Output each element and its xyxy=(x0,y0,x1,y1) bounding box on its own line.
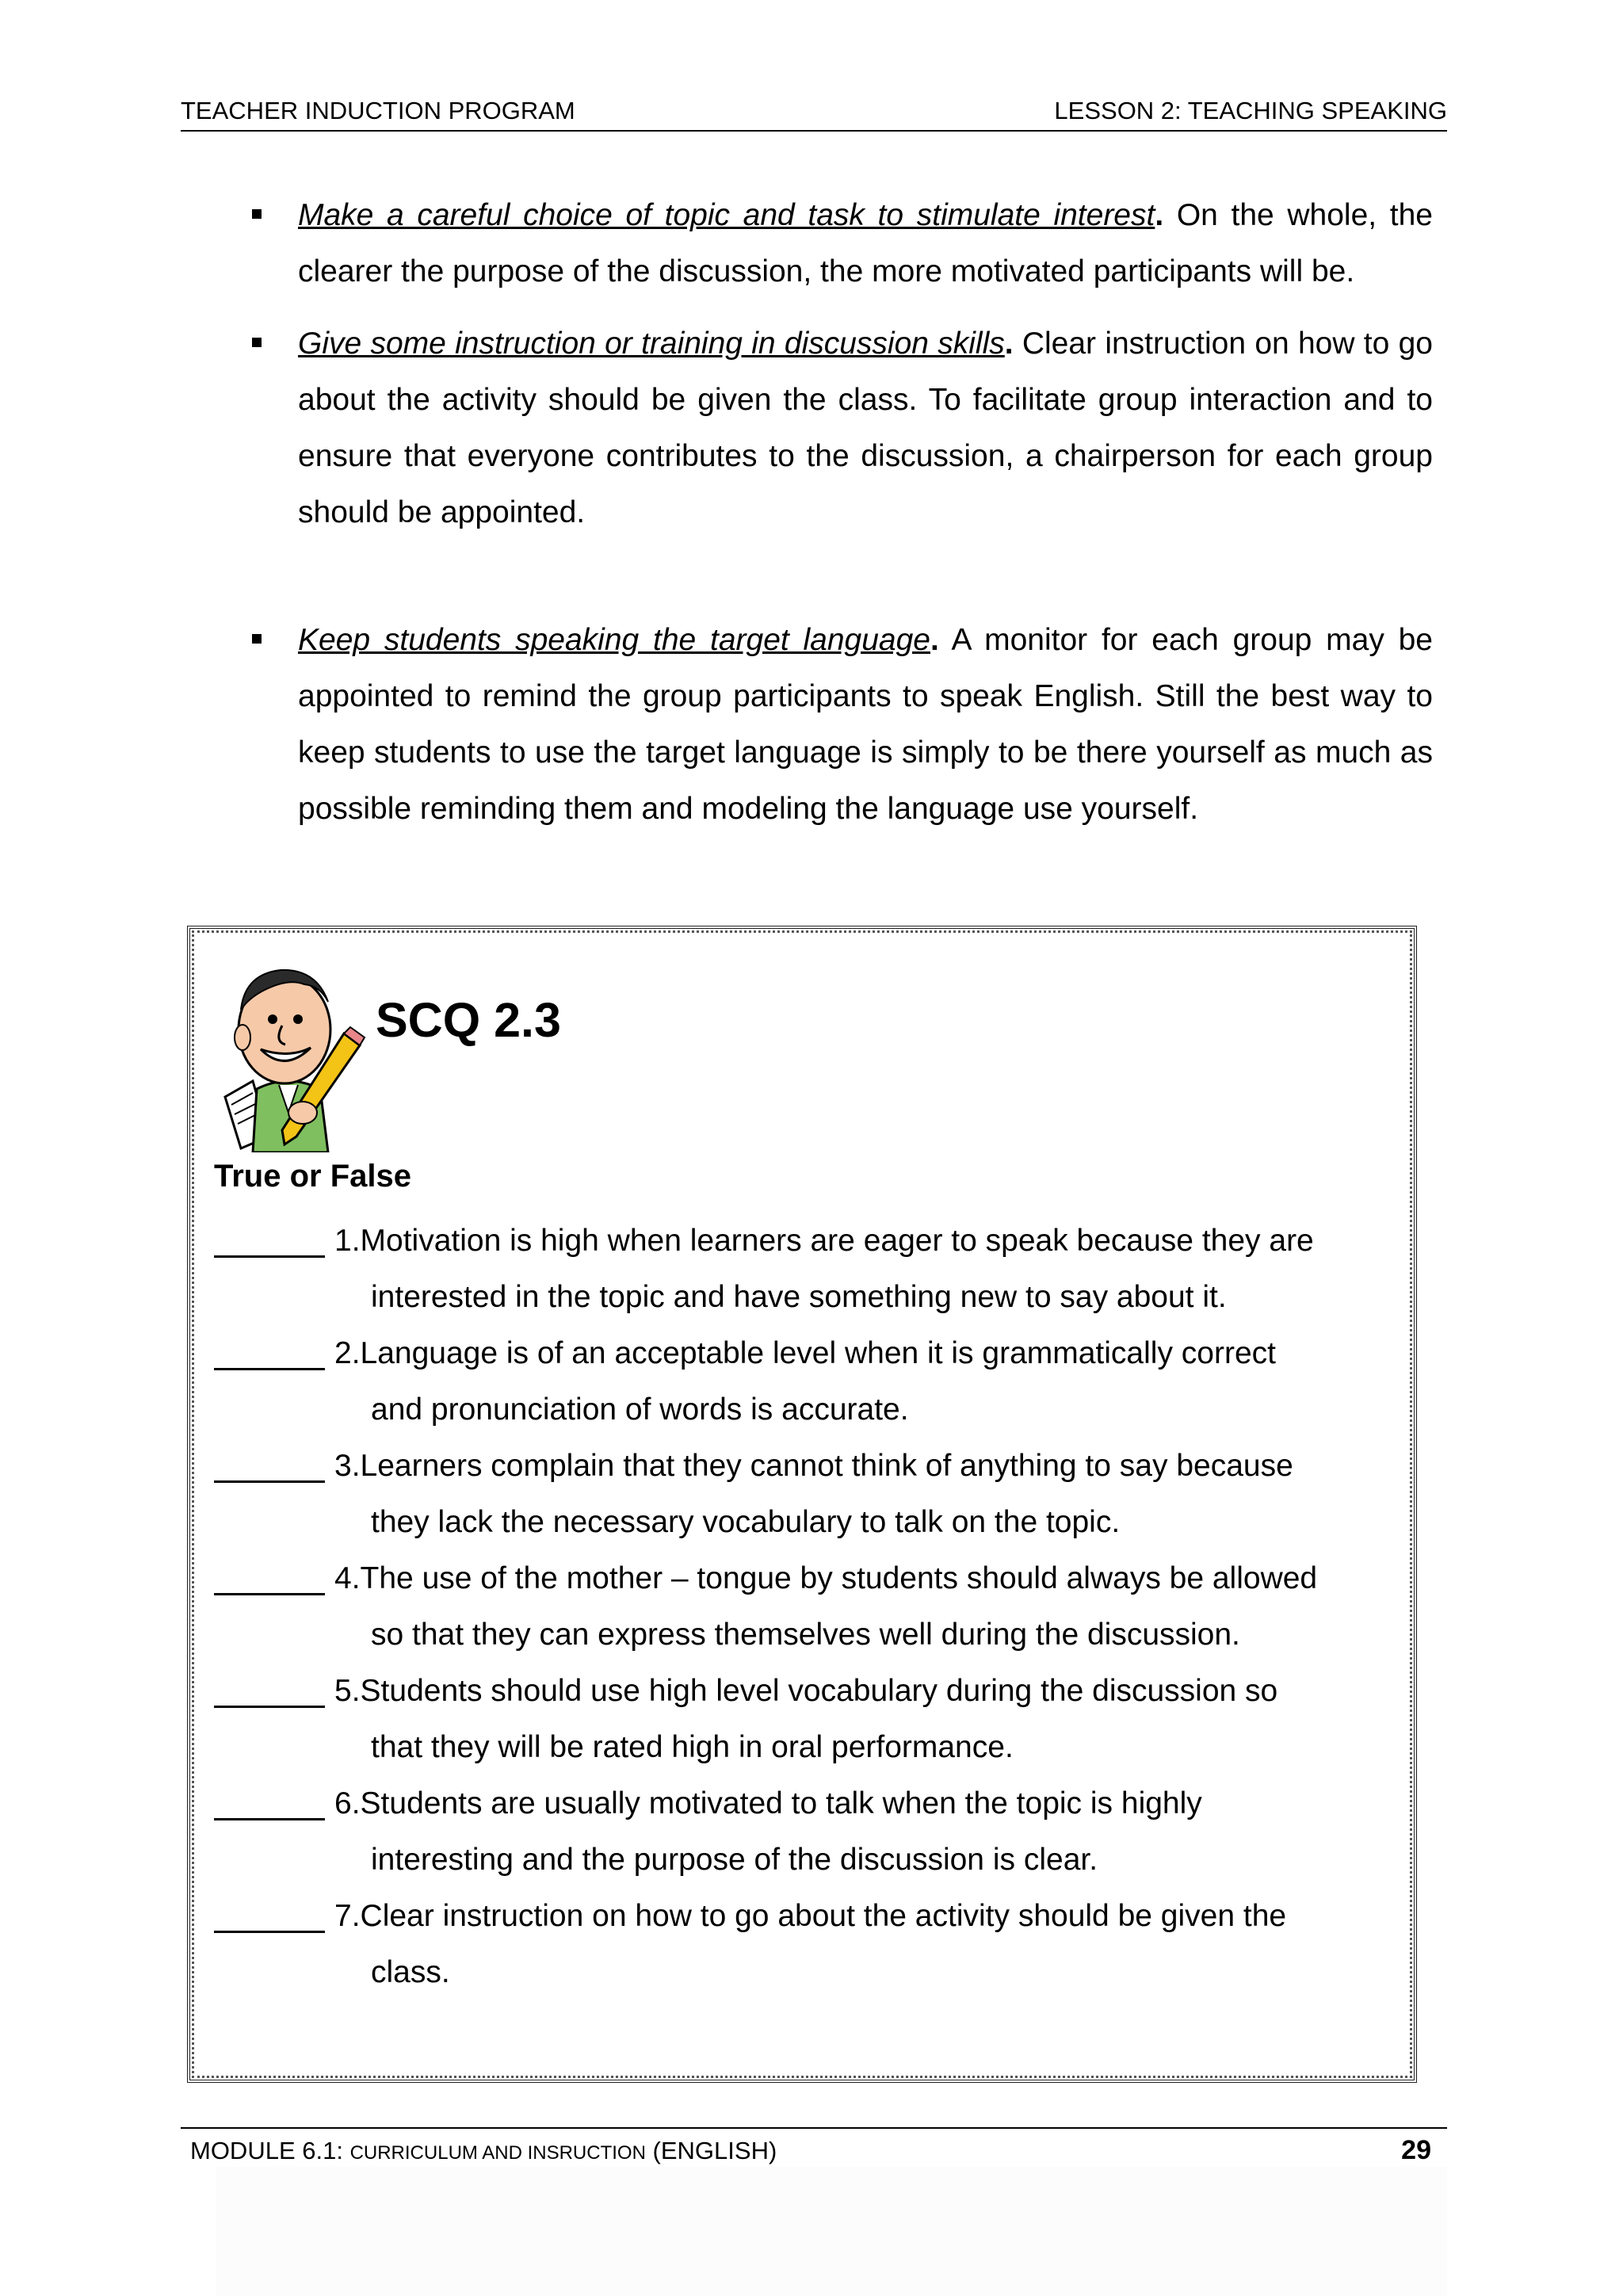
cartoon-teacher-with-pencil-icon xyxy=(209,954,368,1152)
item-number: 1. xyxy=(334,1224,361,1258)
bullet-text: Clear instruction on how to go about the activity should be given the class. To facilitate group interaction and to ensure that everyone contributes to the discussion, a chairperson for each group should be appointed. xyxy=(298,327,1433,529)
item-text: Language is of an acceptable level when it is grammatically correct xyxy=(360,1336,1276,1370)
footer-course: CURRICULUM AND INSRUCTION xyxy=(349,2142,646,2164)
footer-subject: (ENGLISH) xyxy=(645,2137,777,2164)
item-text: Clear instruction on how to go about the activity should be given the xyxy=(360,1899,1287,1933)
item-text-continued: interested in the topic and have something new to say about it. xyxy=(371,1280,1227,1314)
item-number: 4. xyxy=(334,1561,361,1595)
item-number: 7. xyxy=(334,1899,361,1933)
bullet-item: Give some instruction or training in discussion skills. Clear instruction on how to go about the activity should be given the class. To facilitate group interaction and to ensure that everyone contributes to the discussion, a chairperson for each group should be appointed. xyxy=(252,315,1433,541)
list-item xyxy=(214,1775,1395,1888)
header-program: TEACHER INDUCTION PROGRAM xyxy=(181,97,575,124)
list-item xyxy=(214,1213,1395,1325)
header-lesson: LESSON 2: TEACHING SPEAKING xyxy=(1054,97,1447,124)
scq-box xyxy=(187,926,1417,2083)
square-bullet-icon xyxy=(252,634,262,644)
item-text: Learners complain that they cannot think of anything to say because xyxy=(360,1449,1293,1483)
item-text-continued: they lack the necessary vocabulary to talk on the topic. xyxy=(371,1505,1121,1539)
bullet-lead: Give some instruction or training in discussion skills xyxy=(298,327,1005,361)
item-text: Students should use high level vocabulary during the discussion so xyxy=(360,1674,1278,1708)
scan-shadow xyxy=(216,2167,1447,2296)
bullet-lead: Make a careful choice of topic and task to stimulate interest xyxy=(298,198,1155,232)
item-text-continued: interesting and the purpose of the discussion is clear. xyxy=(371,1843,1098,1877)
scq-subtitle: True or False xyxy=(214,1159,411,1194)
item-text-continued: class. xyxy=(371,1955,450,1989)
footer-module-label: MODULE 6.1: xyxy=(190,2137,350,2164)
page-footer xyxy=(181,2127,1447,2167)
item-number: 3. xyxy=(334,1449,361,1483)
list-item xyxy=(214,1550,1395,1663)
item-text: The use of the mother – tongue by students should always be allowed xyxy=(360,1561,1318,1595)
list-item xyxy=(214,1888,1395,2000)
item-number: 6. xyxy=(334,1786,361,1820)
item-text: Students are usually motivated to talk when the topic is highly xyxy=(360,1786,1202,1820)
item-text-continued: that they will be rated high in oral performance. xyxy=(371,1730,1014,1764)
scq-title: SCQ 2.3 xyxy=(376,993,561,1047)
square-bullet-icon xyxy=(252,338,262,347)
item-number: 5. xyxy=(334,1674,361,1708)
page-header xyxy=(181,97,1447,132)
bullet-text: A monitor for each group may be appointed to remind the group participants to speak English. Still the best way to keep students to use the target language is simply to be there yourself as much as possible reminding them and modeling the language use yourself. xyxy=(298,623,1433,826)
square-bullet-icon xyxy=(252,209,262,219)
bullet-text: On the whole, the clearer the purpose of the discussion, the more motivated participants will be. xyxy=(298,198,1433,288)
bullet-list xyxy=(252,187,1433,853)
item-number: 2. xyxy=(334,1336,361,1370)
item-text: Motivation is high when learners are eager to speak because they are xyxy=(360,1224,1314,1258)
item-text-continued: and pronunciation of words is accurate. xyxy=(371,1392,909,1427)
bullet-item: Keep students speaking the target language. A monitor for each group may be appointed to remind the group participants to speak English. Still the best way to keep students to use the target language is simply to be there yourself as much as possible reminding them and modeling the language use yourself. xyxy=(252,612,1433,837)
bullet-lead: Keep students speaking the target language xyxy=(298,623,930,657)
list-item xyxy=(214,1663,1395,1775)
footer-module xyxy=(190,2137,777,2165)
list-item xyxy=(214,1438,1395,1550)
bullet-item: Make a careful choice of topic and task to stimulate interest. On the whole, the clearer the purpose of the discussion, the more motivated participants will be. xyxy=(252,187,1433,300)
list-item xyxy=(214,1325,1395,1438)
page-number: 29 xyxy=(1401,2135,1431,2165)
true-false-list xyxy=(214,1213,1395,2000)
item-text-continued: so that they can express themselves well during the discussion. xyxy=(371,1618,1240,1652)
